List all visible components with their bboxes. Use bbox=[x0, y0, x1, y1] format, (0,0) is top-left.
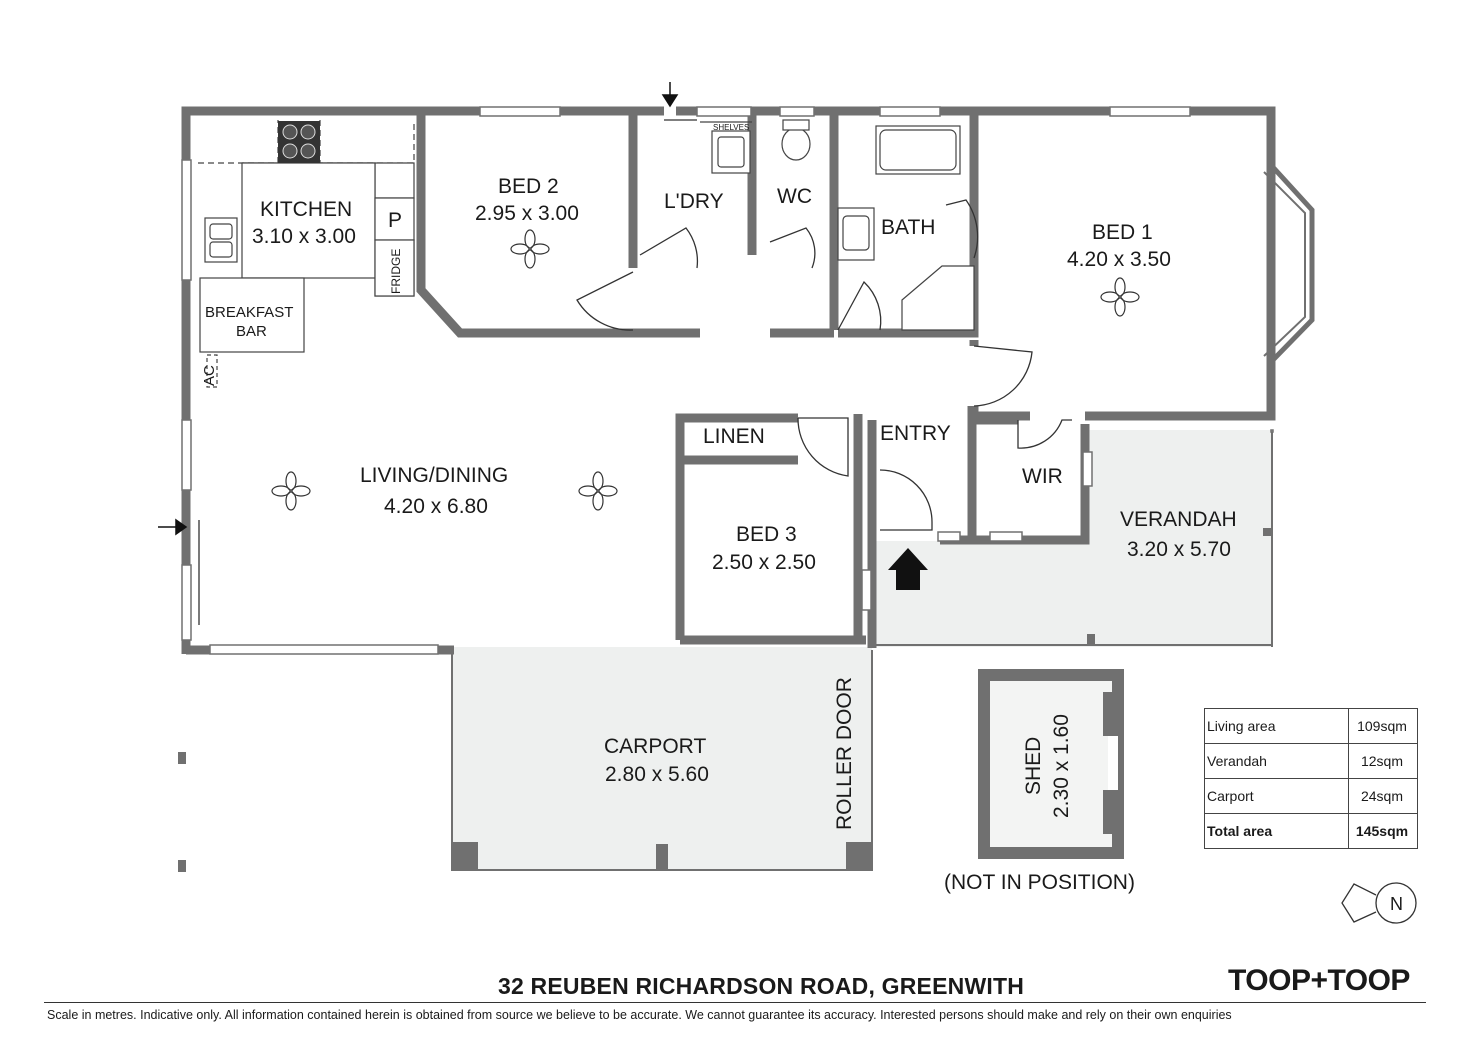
wc-label: WC bbox=[777, 185, 812, 208]
property-address: 32 REUBEN RICHARDSON ROAD, GREENWITH bbox=[497, 973, 1024, 999]
bed1-label: BED 1 bbox=[1092, 221, 1153, 244]
breakfast-bar-label-2: BAR bbox=[236, 323, 267, 340]
door-wc bbox=[770, 228, 815, 268]
verandah-label: VERANDAH bbox=[1120, 508, 1237, 531]
door-ldry bbox=[640, 228, 697, 268]
table-row bbox=[1205, 779, 1418, 814]
shower bbox=[902, 266, 974, 330]
area-value: 109sqm bbox=[1349, 709, 1418, 744]
area-label: Total area bbox=[1205, 814, 1349, 849]
bed1-dims: 4.20 x 3.50 bbox=[1067, 248, 1171, 271]
bed2-label: BED 2 bbox=[498, 175, 559, 198]
shelves-label: SHELVES bbox=[713, 123, 750, 132]
table-row bbox=[1205, 709, 1418, 744]
carport-dims: 2.80 x 5.60 bbox=[605, 763, 709, 786]
door-bed2 bbox=[577, 272, 633, 330]
door-wir bbox=[1018, 420, 1072, 448]
living-dims: 4.20 x 6.80 bbox=[384, 495, 488, 518]
area-value: 24sqm bbox=[1349, 779, 1418, 814]
shed-dims: 2.30 x 1.60 bbox=[1050, 714, 1073, 818]
pantry-label: P bbox=[388, 209, 403, 232]
door-bath bbox=[838, 282, 881, 330]
brand-logo: TOOP+TOOP bbox=[1228, 964, 1410, 997]
carport-area bbox=[452, 647, 872, 870]
area-value: 145sqm bbox=[1349, 814, 1418, 849]
area-label: Verandah bbox=[1205, 744, 1349, 779]
footer-divider bbox=[44, 1002, 1426, 1003]
carport-label: CARPORT bbox=[604, 735, 707, 758]
shed-label: SHED bbox=[1022, 736, 1045, 795]
breakfast-bar-label-1: BREAKFAST bbox=[205, 304, 294, 321]
door-entry bbox=[880, 470, 932, 530]
table-row bbox=[1205, 744, 1418, 779]
area-label: Living area bbox=[1205, 709, 1349, 744]
bed2-dims: 2.95 x 3.00 bbox=[475, 202, 579, 225]
linen-label: LINEN bbox=[703, 425, 765, 448]
wall-bed1-south bbox=[974, 406, 1030, 416]
entry-label: ENTRY bbox=[880, 422, 951, 445]
bath-label: BATH bbox=[881, 216, 936, 239]
verandah-dims: 3.20 x 5.70 bbox=[1127, 538, 1231, 561]
door-bed3 bbox=[798, 418, 848, 476]
roller-door-label: ROLLER DOOR bbox=[833, 677, 856, 830]
compass-icon bbox=[1342, 883, 1416, 923]
bed3-dims: 2.50 x 2.50 bbox=[712, 551, 816, 574]
area-value: 12sqm bbox=[1349, 744, 1418, 779]
toilet bbox=[782, 128, 810, 160]
laundry-label: L'DRY bbox=[664, 190, 724, 213]
kitchen-dims: 3.10 x 3.00 bbox=[252, 225, 356, 248]
bed3-label: BED 3 bbox=[736, 523, 797, 546]
ac-label: AC bbox=[201, 365, 218, 386]
table-row-total bbox=[1205, 814, 1418, 849]
fridge-label: FRIDGE bbox=[389, 248, 403, 294]
door-bed1-passage bbox=[974, 346, 1032, 406]
area-label: Carport bbox=[1205, 779, 1349, 814]
wir-label: WIR bbox=[1022, 465, 1063, 488]
living-label: LIVING/DINING bbox=[360, 464, 509, 487]
disclaimer: Scale in metres. Indicative only. All information contained herein is obtained from source we believe to be accurate. We cannot guarantee its accuracy. Interested persons should make and rely on their own enquiries bbox=[47, 1008, 1232, 1022]
compass-label: N bbox=[1390, 894, 1403, 914]
not-in-position-label: (NOT IN POSITION) bbox=[944, 871, 1135, 894]
cooktop-icon bbox=[278, 121, 320, 163]
kitchen-label: KITCHEN bbox=[260, 198, 353, 221]
area-table bbox=[1204, 708, 1418, 849]
